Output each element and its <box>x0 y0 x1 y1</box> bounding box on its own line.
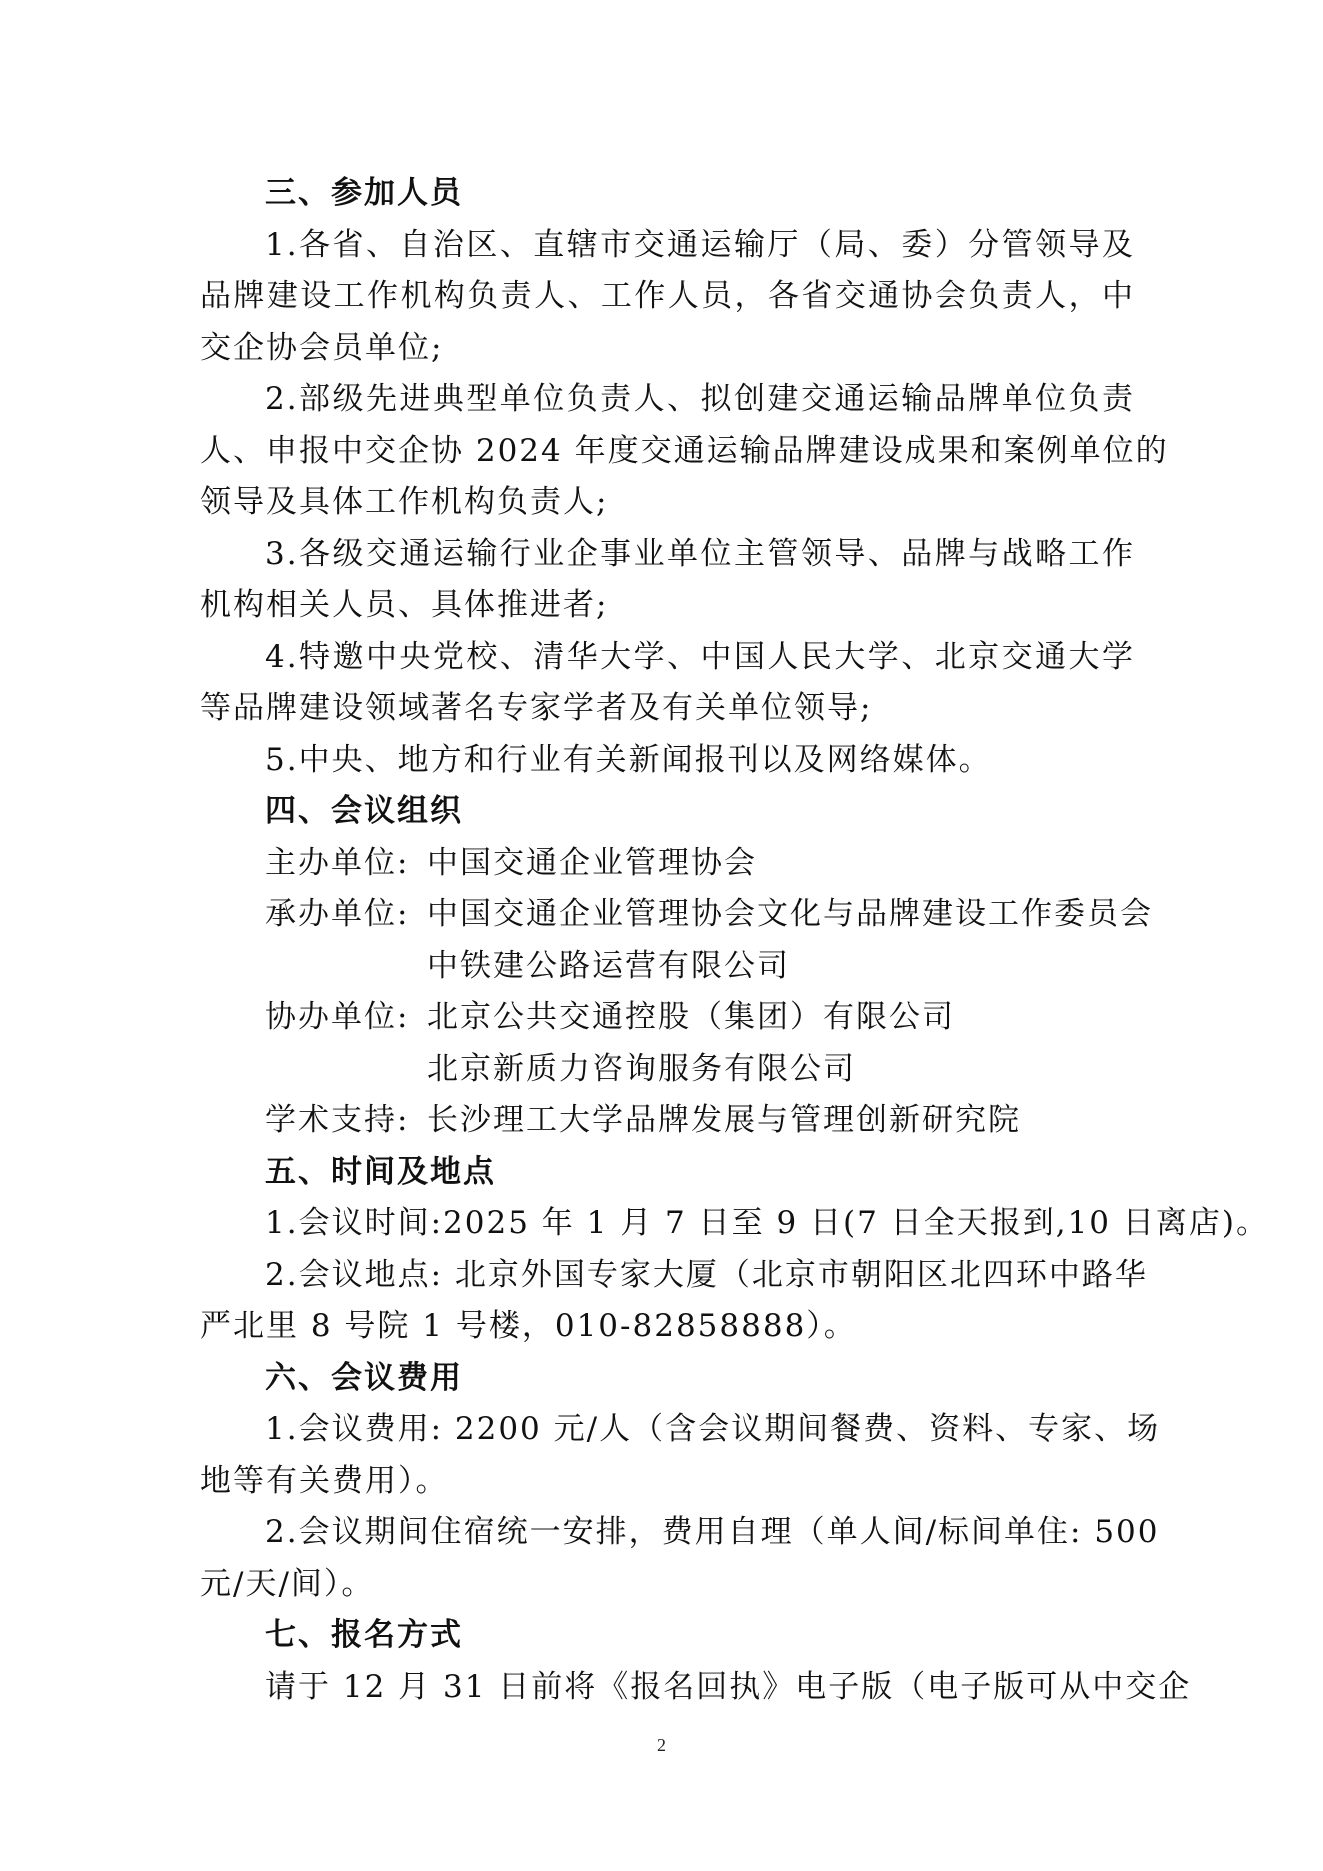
document-body <box>200 168 1269 1713</box>
section-heading-organization: 四、会议组织 <box>265 793 463 829</box>
org-values <box>427 838 757 890</box>
paragraph-line: 3.各级交通运输行业企事业单位主管领导、品牌与战略工作 <box>265 535 1135 572</box>
section-heading-participants: 三、参加人员 <box>265 175 463 211</box>
paragraph-line: 2.会议期间住宿统一安排，费用自理（单人间/标间单住: 500 <box>265 1514 1160 1550</box>
org-value: 北京公共交通控股（集团）有限公司 <box>427 999 955 1035</box>
org-row-host <box>200 838 1135 890</box>
section-heading-time-place: 五、时间及地点 <box>265 1153 496 1190</box>
org-label: 学术支持: <box>265 1102 410 1138</box>
org-value: 中国交通企业管理协会文化与品牌建设工作委员会 <box>427 896 1153 932</box>
org-label: 承办单位: <box>265 896 410 932</box>
paragraph-line: 5.中央、地方和行业有关新闻报刊以及网络媒体。 <box>265 741 992 778</box>
org-values <box>427 1095 1021 1147</box>
org-row-co-organizer <box>200 992 1135 1095</box>
org-values <box>427 992 955 1095</box>
paragraph-line: 机构相关人员、具体推进者; <box>200 587 609 623</box>
org-row-organizer <box>200 889 1153 992</box>
org-values <box>427 889 1153 992</box>
paragraph-line: 等品牌建设领域著名专家学者及有关单位领导; <box>200 690 873 726</box>
paragraph-line: 1.各省、自治区、直辖市交通运输厅（局、委）分管领导及 <box>265 226 1135 263</box>
org-value: 北京新质力咨询服务有限公司 <box>427 1050 856 1087</box>
paragraph-line: 请于 12 月 31 日前将《报名回执》电子版（电子版可从中交企 <box>265 1668 1192 1705</box>
paragraph-line: 品牌建设工作机构负责人、工作人员，各省交通协会负责人，中 <box>200 278 1135 314</box>
paragraph-line: 4.特邀中央党校、清华大学、中国人民大学、北京交通大学 <box>265 638 1135 675</box>
org-value: 长沙理工大学品牌发展与管理创新研究院 <box>427 1102 1021 1138</box>
section-heading-registration: 七、报名方式 <box>265 1617 463 1653</box>
section-heading-fees: 六、会议费用 <box>265 1359 463 1396</box>
paragraph-line: 2.会议地点: 北京外国专家大厦（北京市朝阳区北四环中路华 <box>265 1256 1148 1293</box>
org-label: 主办单位: <box>265 844 410 881</box>
paragraph-line: 地等有关费用）。 <box>200 1462 449 1499</box>
paragraph-line: 元/天/间）。 <box>200 1565 375 1602</box>
paragraph-line: 人、申报中交企协 2024 年度交通运输品牌建设成果和案例单位的 <box>200 432 1169 469</box>
org-label: 协办单位: <box>265 999 410 1035</box>
org-row-academic-support <box>200 1095 1135 1147</box>
org-value: 中铁建公路运营有限公司 <box>427 947 790 984</box>
paragraph-line: 2.部级先进典型单位负责人、拟创建交通运输品牌单位负责 <box>265 381 1135 417</box>
paragraph-line: 1.会议时间:2025 年 1 月 7 日至 9 日(7 日全天报到,10 日离店)。 <box>265 1205 1269 1241</box>
paragraph-line: 交企协会员单位; <box>200 329 444 366</box>
org-value: 中国交通企业管理协会 <box>427 844 757 881</box>
paragraph-line: 领导及具体工作机构负责人; <box>200 484 609 520</box>
paragraph-line: 严北里 8 号院 1 号楼，010-82858888）。 <box>200 1308 857 1344</box>
paragraph-line: 1.会议费用: 2200 元/人（含会议期间餐费、资料、专家、场 <box>265 1411 1161 1447</box>
page-number: 2 <box>657 1735 666 1755</box>
